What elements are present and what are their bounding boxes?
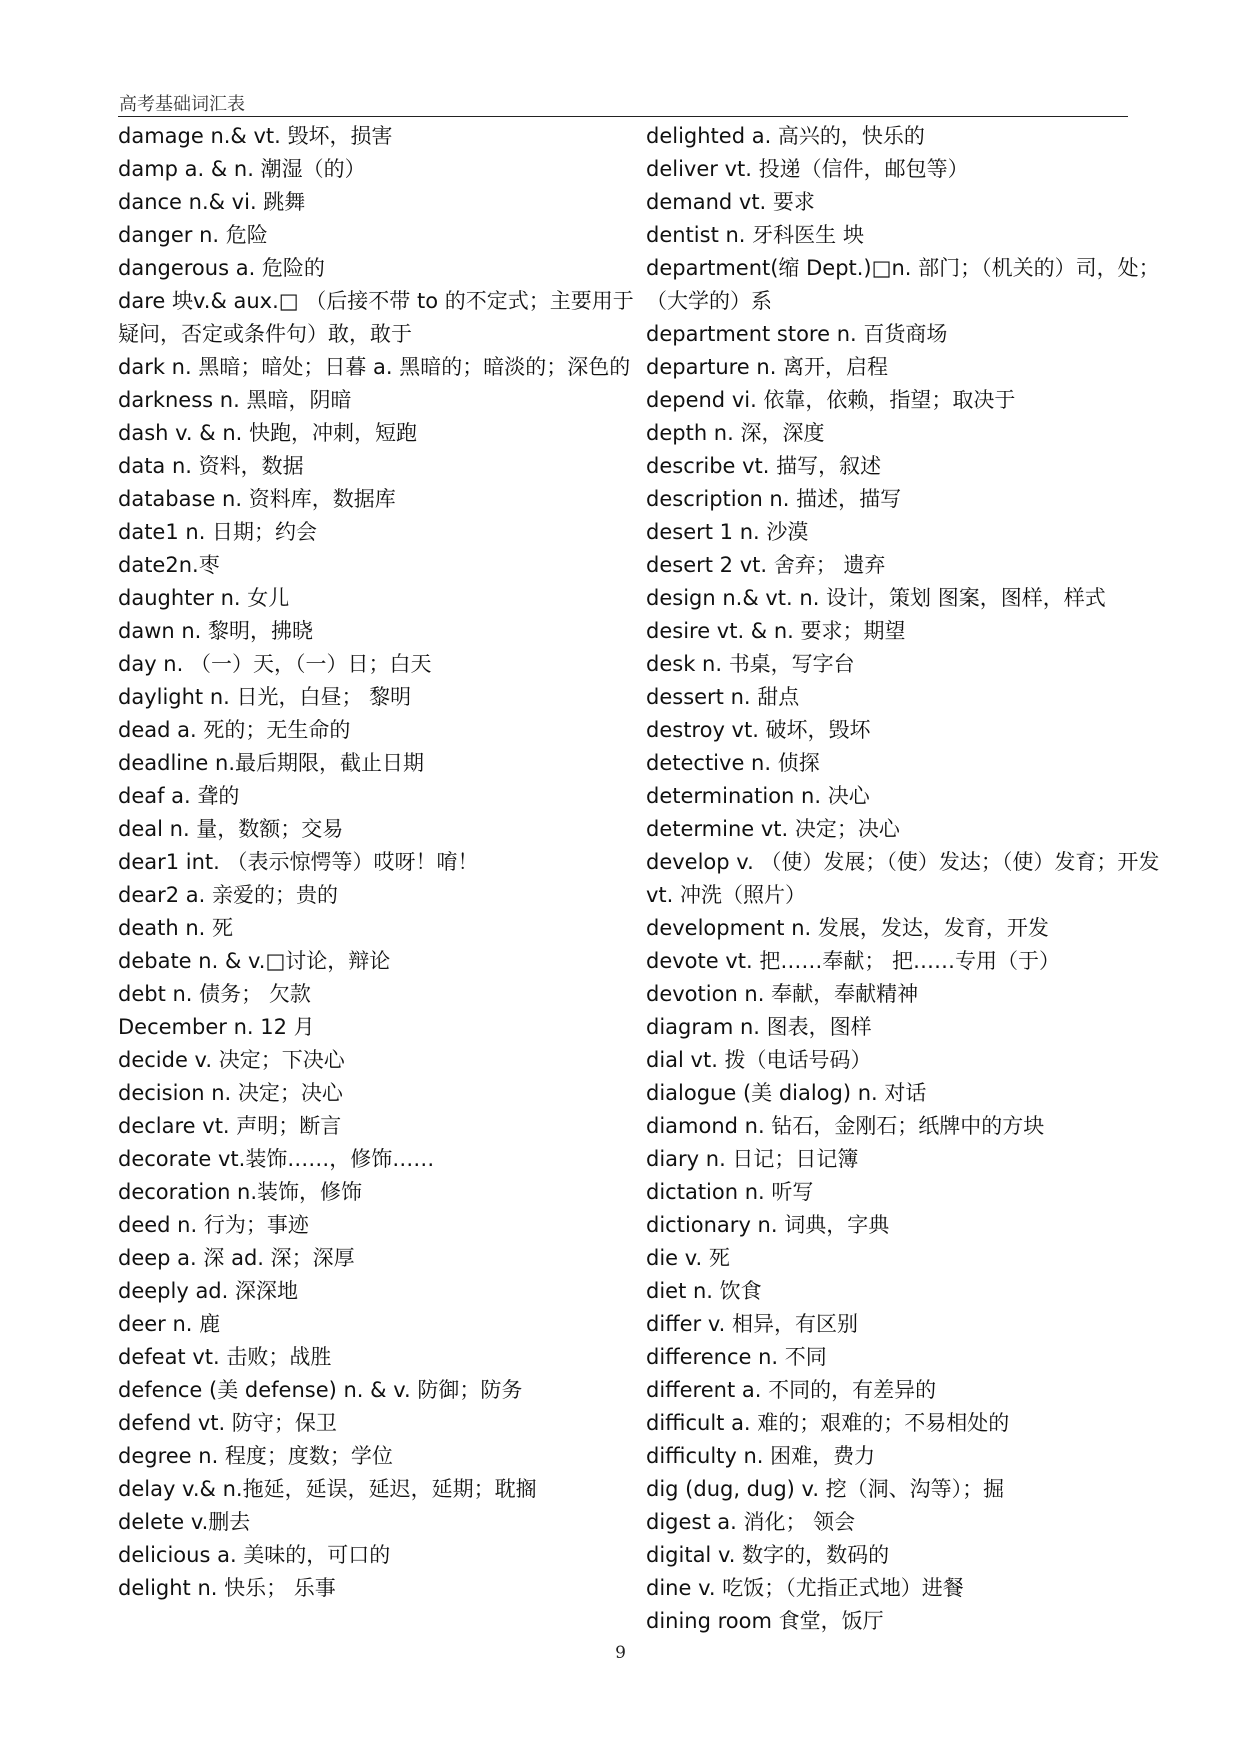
vocab-entry: deadline n.最后期限，截止日期 bbox=[118, 751, 425, 775]
vocab-entry: desert 1 n. 沙漠 bbox=[646, 520, 809, 544]
vocab-entry: deed n. 行为；事迹 bbox=[118, 1213, 309, 1237]
vocab-entry: decoration n.装饰，修饰 bbox=[118, 1180, 363, 1204]
vocab-entry: depth n. 深，深度 bbox=[646, 421, 825, 445]
right-column bbox=[646, 120, 1166, 1638]
vocab-entry: defence (美 defense) n. & v. 防御；防务 bbox=[118, 1378, 523, 1402]
vocab-entry: deaf a. 聋的 bbox=[118, 784, 240, 808]
vocab-entry: devotion n. 奉献，奉献精神 bbox=[646, 982, 919, 1006]
vocab-entry: dessert n. 甜点 bbox=[646, 685, 800, 709]
vocab-entry: difference n. 不同 bbox=[646, 1345, 827, 1369]
vocab-entry: danger n. 危险 bbox=[118, 223, 268, 247]
vocab-entry: damage n.& vt. 毁坏，损害 bbox=[118, 124, 393, 148]
vocab-entry: determine vt. 决定；决心 bbox=[646, 817, 900, 841]
vocab-entry: digest a. 消化； 领会 bbox=[646, 1510, 856, 1534]
vocab-entry: devote vt. 把……奉献； 把……专用（于） bbox=[646, 949, 1061, 973]
vocab-entry: diet n. 饮食 bbox=[646, 1279, 762, 1303]
vocab-entry: design n.& vt. n. 设计，策划 图案，图样，样式 bbox=[646, 586, 1106, 610]
vocab-entry: die v. 死 bbox=[646, 1246, 730, 1270]
vocab-entry: detective n. 侦探 bbox=[646, 751, 820, 775]
vocab-entry: different a. 不同的，有差异的 bbox=[646, 1378, 937, 1402]
vocab-entry: dictation n. 听写 bbox=[646, 1180, 814, 1204]
vocab-entry: dear1 int. （表示惊愕等）哎呀！唷！ bbox=[118, 850, 479, 874]
vocab-entry: dial vt. 拨（电话号码） bbox=[646, 1048, 872, 1072]
vocab-entry: dine v. 吃饭；（尤指正式地）进餐 bbox=[646, 1576, 964, 1600]
vocab-entry: dead a. 死的；无生命的 bbox=[118, 718, 351, 742]
vocab-entry: darkness n. 黑暗，阴暗 bbox=[118, 388, 352, 412]
vocab-entry: delight n. 快乐； 乐事 bbox=[118, 1576, 336, 1600]
left-column bbox=[118, 120, 638, 1605]
vocab-entry: dare 坱v.& aux.□ （后接不带 to 的不定式；主要用于疑问，否定或条件句）敢，敢于 bbox=[118, 289, 634, 346]
vocab-entry: debate n. & v.□讨论，辩论 bbox=[118, 949, 391, 973]
vocab-entry: description n. 描述，描写 bbox=[646, 487, 902, 511]
vocab-entry: declare vt. 声明；断言 bbox=[118, 1114, 342, 1138]
vocab-entry: dawn n. 黎明，拂晓 bbox=[118, 619, 314, 643]
vocab-entry: delicious a. 美味的，可口的 bbox=[118, 1543, 391, 1567]
vocab-entry: develop v. （使）发展；（使）发达；（使）发育；开发 vt. 冲洗（照片） bbox=[646, 850, 1167, 907]
vocab-entry: dialogue (美 dialog) n. 对话 bbox=[646, 1081, 927, 1105]
vocab-entry: December n. 12 月 bbox=[118, 1015, 315, 1039]
vocab-entry: daylight n. 日光，白昼； 黎明 bbox=[118, 685, 412, 709]
vocab-entry: delay v.& n.拖延，延误，延迟，延期；耽搁 bbox=[118, 1477, 537, 1501]
vocab-entry: dictionary n. 词典，字典 bbox=[646, 1213, 890, 1237]
vocab-entry: determination n. 决心 bbox=[646, 784, 870, 808]
vocab-entry: deliver vt. 投递（信件，邮包等） bbox=[646, 157, 969, 181]
header-title: 高考基础词汇表 bbox=[119, 94, 245, 115]
vocab-entry: department store n. 百货商场 bbox=[646, 322, 948, 346]
vocab-entry: dear2 a. 亲爱的；贵的 bbox=[118, 883, 339, 907]
vocab-entry: deeply ad. 深深地 bbox=[118, 1279, 298, 1303]
vocab-entry: decision n. 决定；决心 bbox=[118, 1081, 343, 1105]
vocab-entry: defend vt. 防守；保卫 bbox=[118, 1411, 337, 1435]
vocab-entry: diary n. 日记；日记簿 bbox=[646, 1147, 859, 1171]
vocab-entry: deer n. 鹿 bbox=[118, 1312, 221, 1336]
page-number: 9 bbox=[615, 1643, 626, 1663]
page-header bbox=[118, 86, 1128, 117]
vocab-entry: depend vi. 依靠，依赖，指望；取决于 bbox=[646, 388, 1016, 412]
vocab-entry: desk n. 书桌，写字台 bbox=[646, 652, 855, 676]
vocab-entry: decide v. 决定；下决心 bbox=[118, 1048, 345, 1072]
vocab-entry: degree n. 程度；度数；学位 bbox=[118, 1444, 393, 1468]
vocab-entry: diamond n. 钻石，金刚石；纸牌中的方块 bbox=[646, 1114, 1045, 1138]
vocab-entry: demand vt. 要求 bbox=[646, 190, 815, 214]
vocab-entry: dance n.& vi. 跳舞 bbox=[118, 190, 306, 214]
vocab-entry: department(缩 Dept.)□n. 部门；（机关的）司，处；（大学的）系 bbox=[646, 256, 1160, 313]
vocab-entry: digital v. 数字的，数码的 bbox=[646, 1543, 890, 1567]
vocab-entry: departure n. 离开，启程 bbox=[646, 355, 889, 379]
vocab-entry: dangerous a. 危险的 bbox=[118, 256, 325, 280]
vocab-entry: dentist n. 牙科医生 坱 bbox=[646, 223, 864, 247]
vocab-entry: daughter n. 女儿 bbox=[118, 586, 290, 610]
vocab-entry: delete v.删去 bbox=[118, 1510, 251, 1534]
vocab-entry: damp a. & n. 潮湿（的） bbox=[118, 157, 366, 181]
vocab-entry: desire vt. & n. 要求；期望 bbox=[646, 619, 906, 643]
vocab-entry: describe vt. 描写，叙述 bbox=[646, 454, 882, 478]
vocab-entry: death n. 死 bbox=[118, 916, 233, 940]
vocab-entry: dig (dug, dug) v. 挖（洞、沟等）；掘 bbox=[646, 1477, 1005, 1501]
vocab-entry: destroy vt. 破坏，毁坏 bbox=[646, 718, 871, 742]
vocab-entry: decorate vt.装饰……，修饰…… bbox=[118, 1147, 435, 1171]
vocab-entry: dining room 食堂，饭厅 bbox=[646, 1609, 884, 1633]
vocab-entry: data n. 资料，数据 bbox=[118, 454, 304, 478]
vocab-entry: day n. （一）天，（一）日；白天 bbox=[118, 652, 432, 676]
vocab-entry: difficult a. 难的；艰难的；不易相处的 bbox=[646, 1411, 1010, 1435]
vocab-entry: database n. 资料库，数据库 bbox=[118, 487, 396, 511]
vocab-entry: defeat vt. 击败；战胜 bbox=[118, 1345, 332, 1369]
vocab-entry: date2n.枣 bbox=[118, 553, 220, 577]
vocab-entry: difficulty n. 困难，费力 bbox=[646, 1444, 876, 1468]
vocab-entry: desert 2 vt. 舍弃； 遗弃 bbox=[646, 553, 886, 577]
vocab-entry: dash v. & n. 快跑，冲刺，短跑 bbox=[118, 421, 417, 445]
vocab-entry: diagram n. 图表，图样 bbox=[646, 1015, 872, 1039]
vocab-entry: debt n. 债务； 欠款 bbox=[118, 982, 311, 1006]
vocab-entry: dark n. 黑暗；暗处；日暮 a. 黑暗的；暗淡的；深色的 bbox=[118, 355, 631, 379]
vocab-entry: deep a. 深 ad. 深；深厚 bbox=[118, 1246, 355, 1270]
vocab-entry: development n. 发展，发达，发育，开发 bbox=[646, 916, 1049, 940]
vocab-entry: date1 n. 日期；约会 bbox=[118, 520, 318, 544]
vocab-entry: delighted a. 高兴的，快乐的 bbox=[646, 124, 925, 148]
vocab-entry: differ v. 相异，有区别 bbox=[646, 1312, 859, 1336]
vocab-entry: deal n. 量，数额；交易 bbox=[118, 817, 344, 841]
